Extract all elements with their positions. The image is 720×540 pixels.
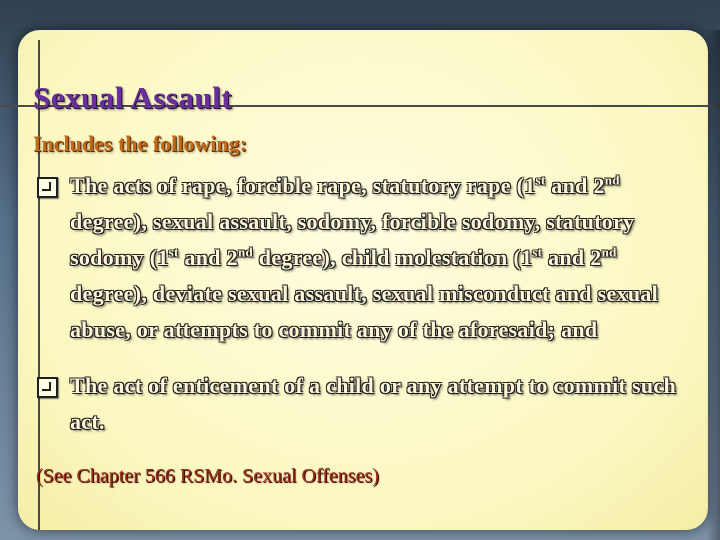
bullet-text-part: degree), child molestation (1: [253, 245, 533, 270]
bullet-item-acts: [34, 168, 694, 348]
chapter-reference: (See Chapter 566 RSMo. Sexual Offenses): [36, 465, 379, 487]
ordinal-suffix: nd: [237, 244, 253, 260]
bullet-text-part: and 2: [542, 245, 602, 270]
bullet-text-part: and 2: [178, 245, 238, 270]
ordinal-suffix: st: [532, 244, 543, 260]
checkbox-bullet-icon: [37, 377, 58, 398]
slide-subtitle: Includes the following:: [33, 131, 247, 156]
bullet-item-enticement: [34, 368, 694, 440]
bullet-text-part: and 2: [545, 173, 605, 198]
ordinal-suffix: st: [168, 244, 179, 260]
ordinal-suffix: nd: [601, 244, 617, 260]
checkbox-bullet-icon: [37, 177, 58, 198]
bullet-list: [34, 168, 694, 440]
right-edge-shadow: [706, 30, 720, 540]
slide-title: Sexual Assault: [33, 80, 233, 115]
bullet-text: The act of enticement of a child or any attempt to commit such act.: [70, 373, 676, 434]
bullet-text-part: degree), deviate sexual assault, sexual misconduct and sexual abuse, or attempts to commit any of the aforesaid; and: [70, 281, 659, 342]
bullet-text-part: The acts of rape, forcible rape, statutory rape (1: [70, 173, 536, 198]
bullet-text-part: degree), sexual assault, sodomy, forcible sodomy, statutory sodomy (1: [70, 209, 635, 270]
ordinal-suffix: st: [535, 172, 546, 188]
ordinal-suffix: nd: [604, 172, 620, 188]
